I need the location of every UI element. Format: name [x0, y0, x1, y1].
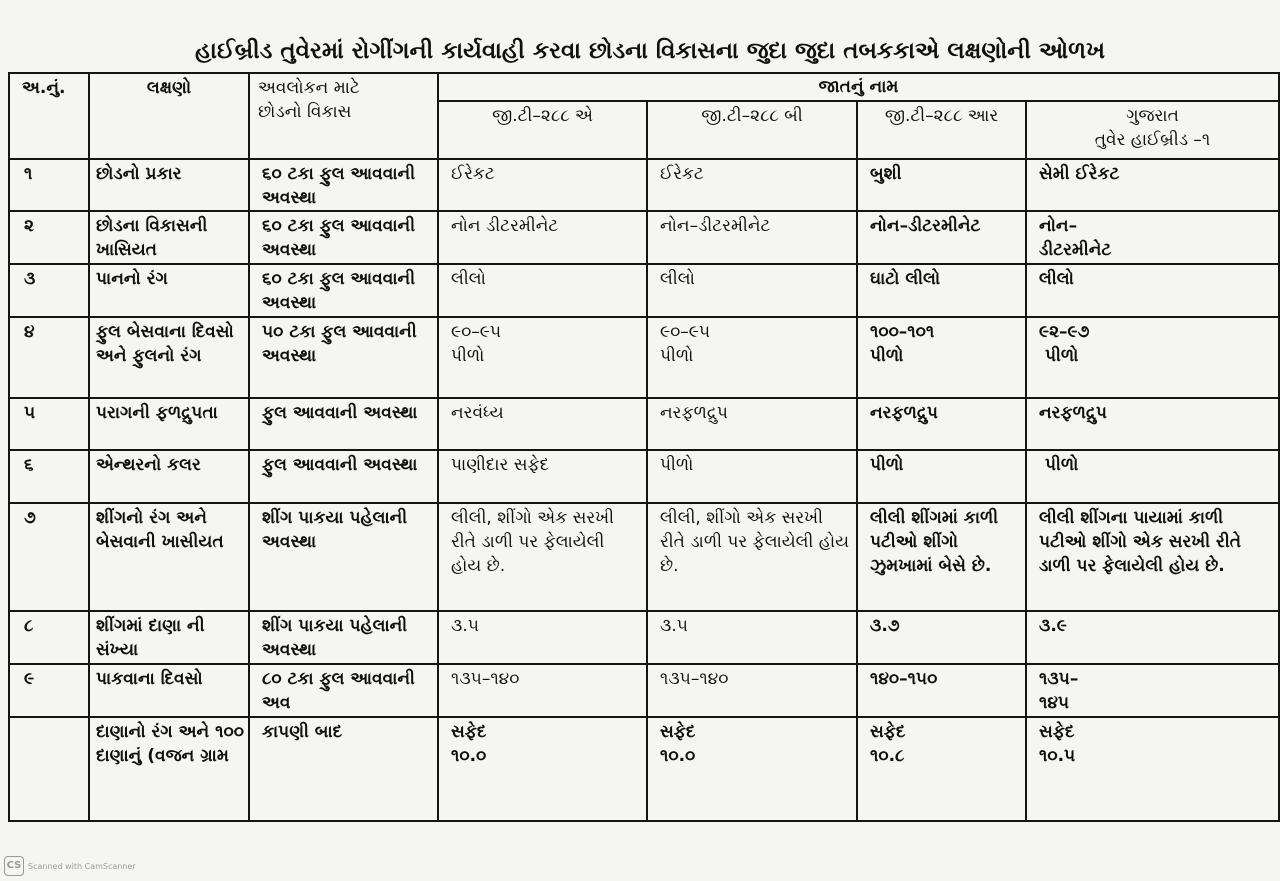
- variety-gth-cell: [1026, 611, 1279, 664]
- variety-gth-cell: [1026, 211, 1279, 264]
- variety-gth-value: નરફળદ્રુપ: [1039, 403, 1107, 423]
- variety-a-cell: [438, 159, 647, 211]
- variety-b-value: ૩.૫: [660, 616, 688, 636]
- variety-b-cell: [647, 611, 857, 664]
- variety-a-cell: [438, 611, 647, 664]
- variety-a-value: નરવંધ્ય: [451, 403, 504, 423]
- trait-name: પાકવાના દિવસો: [96, 669, 203, 689]
- flower-color: પીળો: [660, 346, 694, 366]
- trait-cell: [89, 398, 249, 450]
- stage-cell: [249, 398, 438, 450]
- variety-b-value: ૧૩૫–૧૪૦: [660, 669, 729, 689]
- variety-r-value: [858, 318, 1025, 397]
- trait-cell: [89, 211, 249, 264]
- variety-r-cell: [857, 717, 1026, 821]
- trait-name: છોડના વિકાસની ખાસિયત: [96, 216, 208, 260]
- variety-gth-value: ૧૩૫–૧૪૫: [1039, 669, 1079, 713]
- variety-b-header: જી.ટી–૨૮૮ બી: [701, 106, 803, 126]
- table-row: [9, 398, 1279, 450]
- serial-number: ૧: [24, 164, 33, 184]
- trait-name: દાણાનો રંગ અને ૧૦૦ દાણાનું (વજન ગ્રામ: [96, 722, 244, 766]
- variety-a-cell: [438, 211, 647, 264]
- variety-a-cell: [438, 264, 647, 317]
- serial-cell: [9, 717, 89, 821]
- serial-cell: [9, 664, 89, 717]
- table-row: [9, 664, 1279, 717]
- stage-cell: [249, 611, 438, 664]
- trait-name: છોડનો પ્રકાર: [96, 164, 182, 184]
- variety-a-cell: [438, 317, 647, 398]
- stage-cell: [249, 264, 438, 317]
- serial-header: અ.નું.: [22, 78, 66, 98]
- trait-header-cell: [89, 73, 249, 159]
- seed-color: સફેદ: [870, 722, 906, 742]
- variety-gth-cell: [1026, 317, 1279, 398]
- serial-cell: [9, 159, 89, 211]
- header-row-top: [9, 73, 1279, 101]
- flower-color: પીળો: [451, 346, 485, 366]
- variety-a-cell: [438, 664, 647, 717]
- variety-r-value: નોન–ડીટરમીનેટ: [870, 216, 981, 236]
- table-row: [9, 211, 1279, 264]
- table-row: [9, 317, 1279, 398]
- trait-cell: [89, 159, 249, 211]
- serial-cell: [9, 264, 89, 317]
- variety-r-value: [858, 718, 1025, 820]
- serial-cell: [9, 450, 89, 503]
- serial-cell: [9, 317, 89, 398]
- camscanner-logo: CS: [4, 856, 24, 876]
- stage-header-cell: [249, 73, 438, 159]
- table-row: [9, 264, 1279, 317]
- trait-identification-table: [8, 72, 1280, 822]
- variety-gth-value: લીલો: [1039, 269, 1074, 289]
- trait-name: શીંગનો રંગ અને બેસવાની ખાસીયત: [96, 508, 224, 552]
- variety-a-value: લીલી, શીંગો એક સરખી રીતે ડાળી પર ફેલાયેલી હોય છે.: [451, 508, 615, 576]
- variety-b-cell: [647, 264, 857, 317]
- seed-weight: ૧૦.૦: [660, 746, 696, 766]
- variety-r-cell: [857, 211, 1026, 264]
- variety-gth-header-cell: [1026, 101, 1279, 159]
- variety-b-value: [648, 318, 856, 397]
- variety-gth-cell: [1026, 450, 1279, 503]
- table-row: [9, 159, 1279, 211]
- variety-gth-value: ૩.૯: [1039, 616, 1067, 636]
- variety-b-value: નરફળદ્રુપ: [660, 403, 728, 423]
- serial-number: ૨: [24, 216, 34, 236]
- observation-stage: શીંગ પાકયા પહેલાની અવસ્થા: [262, 508, 408, 552]
- stage-cell: [249, 717, 438, 821]
- variety-r-cell: [857, 611, 1026, 664]
- variety-gth-cell: [1026, 503, 1279, 611]
- variety-gth-header: ગુજરાત તુવેર હાઈબ્રીડ –૧: [1094, 106, 1211, 150]
- variety-b-cell: [647, 503, 857, 611]
- variety-gth-cell: [1026, 664, 1279, 717]
- stage-header: અવલોકન માટે છોડનો વિકાસ: [258, 78, 360, 122]
- seed-weight: ૧૦.૫: [1039, 746, 1076, 766]
- seed-weight: ૧૦.૦: [451, 746, 487, 766]
- observation-stage: ૬૦ ટકા ફુલ આવવાની અવસ્થા: [262, 164, 416, 208]
- variety-b-cell: [647, 317, 857, 398]
- document-title: હાઈબ્રીડ તુવેરમાં રોગીંગની કાર્યવાહી કરવા છોડના વિકાસના જુદા જુદા તબકકાએ લક્ષણોની ઓળખ: [194, 38, 1106, 64]
- trait-cell: [89, 717, 249, 821]
- variety-gth-value: સેમી ઈરેકટ: [1039, 164, 1120, 184]
- trait-name: એન્થરનો કલર: [96, 455, 201, 475]
- variety-b-value: ઈરેકટ: [660, 164, 704, 184]
- variety-r-value: ૧૪૦–૧૫૦: [870, 669, 938, 689]
- variety-r-cell: [857, 503, 1026, 611]
- variety-b-cell: [647, 159, 857, 211]
- flower-color: પીળો: [1045, 346, 1079, 366]
- variety-r-value: નરફળદ્રુપ: [870, 403, 938, 423]
- observation-stage: ૮૦ ટકા ફુલ આવવાની અવ: [262, 669, 415, 713]
- variety-r-header-cell: [857, 101, 1026, 159]
- observation-stage: શીંગ પાકયા પહેલાની અવસ્થા: [262, 616, 408, 660]
- variety-r-cell: [857, 264, 1026, 317]
- watermark-text: Scanned with CamScanner: [28, 861, 136, 871]
- trait-cell: [89, 503, 249, 611]
- variety-gth-value: નોન–ડીટરમીનેટ: [1039, 216, 1112, 260]
- seed-color: સફેદ: [660, 722, 696, 742]
- variety-gth-cell: [1026, 159, 1279, 211]
- stage-cell: [249, 450, 438, 503]
- trait-header: લક્ષણો: [146, 78, 192, 98]
- variety-a-cell: [438, 717, 647, 821]
- variety-b-value: પીળો: [660, 455, 694, 475]
- table-row: [9, 503, 1279, 611]
- variety-a-cell: [438, 503, 647, 611]
- variety-a-value: પાણીદાર સફેદ: [451, 455, 550, 475]
- variety-group-header: જાતનું નામ: [818, 77, 899, 97]
- serial-number: ૪: [24, 322, 35, 342]
- table-header: [9, 73, 1279, 159]
- serial-number: ૯: [24, 669, 35, 689]
- trait-cell: [89, 664, 249, 717]
- variety-b-cell: [647, 398, 857, 450]
- variety-gth-cell: [1026, 717, 1279, 821]
- stage-cell: [249, 664, 438, 717]
- variety-r-cell: [857, 159, 1026, 211]
- stage-cell: [249, 317, 438, 398]
- variety-gth-value: [1027, 718, 1278, 820]
- flowering-days: ૧૦૦–૧૦૧: [870, 322, 935, 342]
- observation-stage: ૬૦ ટકા ફુલ આવવાની અવસ્થા: [262, 216, 416, 260]
- serial-number: ૮: [24, 616, 34, 636]
- serial-number: ૬: [24, 455, 34, 475]
- variety-a-cell: [438, 398, 647, 450]
- variety-r-value: ઘાટો લીલો: [870, 269, 941, 289]
- trait-cell: [89, 450, 249, 503]
- variety-a-value: નોન ડીટરમીનેટ: [451, 216, 559, 236]
- variety-b-value: [648, 718, 856, 820]
- variety-b-cell: [647, 717, 857, 821]
- variety-a-header-cell: [438, 101, 647, 159]
- variety-r-value: બુશી: [870, 164, 902, 184]
- table-body: [9, 159, 1279, 821]
- table-row: [9, 717, 1279, 821]
- serial-cell: [9, 398, 89, 450]
- serial-number: ૭: [24, 508, 36, 528]
- serial-cell: [9, 211, 89, 264]
- serial-cell: [9, 611, 89, 664]
- table-row: [9, 611, 1279, 664]
- variety-a-header: જી.ટી–૨૮૮ એ: [492, 106, 593, 126]
- serial-header-cell: [9, 73, 89, 159]
- stage-cell: [249, 159, 438, 211]
- seed-color: સફેદ: [451, 722, 487, 742]
- variety-a-value: ૧૩૫–૧૪૦: [451, 669, 520, 689]
- variety-b-header-cell: [647, 101, 857, 159]
- variety-a-value: [439, 718, 646, 820]
- stage-cell: [249, 211, 438, 264]
- seed-weight: ૧૦.૮: [870, 746, 905, 766]
- variety-r-value: ૩.૭: [870, 616, 900, 636]
- observation-stage: ફુલ આવવાની અવસ્થા: [262, 455, 418, 475]
- variety-r-cell: [857, 664, 1026, 717]
- serial-cell: [9, 503, 89, 611]
- variety-r-cell: [857, 317, 1026, 398]
- flower-color: પીળો: [870, 346, 904, 366]
- variety-a-value: [439, 318, 646, 397]
- variety-b-cell: [647, 211, 857, 264]
- variety-group-header-cell: [438, 73, 1279, 101]
- variety-gth-value: [1027, 318, 1278, 397]
- variety-r-cell: [857, 398, 1026, 450]
- variety-gth-cell: [1026, 398, 1279, 450]
- variety-a-value: લીલો: [451, 269, 486, 289]
- variety-gth-value: પીળો: [1045, 455, 1079, 475]
- observation-stage: ૬૦ ટકા ફુલ આવવાની અવસ્થા: [262, 269, 416, 313]
- seed-color: સફેદ: [1039, 722, 1075, 742]
- variety-r-cell: [857, 450, 1026, 503]
- variety-gth-cell: [1026, 264, 1279, 317]
- trait-cell: [89, 317, 249, 398]
- table-row: [9, 450, 1279, 503]
- trait-cell: [89, 264, 249, 317]
- trait-name: શીંગમાં દાણા ની સંખ્યા: [96, 616, 205, 660]
- trait-name: પરાગની ફળદ્રુપતા: [96, 403, 218, 423]
- flowering-days: ૯૦–૯૫: [451, 322, 502, 342]
- serial-number: ૫: [24, 403, 36, 423]
- observation-stage: ૫૦ ટકા ફુલ આવવાની અવસ્થા: [262, 322, 417, 366]
- variety-a-value: ૩.૫: [451, 616, 479, 636]
- variety-b-cell: [647, 450, 857, 503]
- observation-stage: કાપણી બાદ: [262, 722, 343, 742]
- trait-name: ફુલ બેસવાના દિવસો અને ફુલનો રંગ: [96, 322, 234, 366]
- variety-b-cell: [647, 664, 857, 717]
- trait-name: પાનનો રંગ: [96, 269, 168, 289]
- scanner-watermark: [4, 855, 136, 877]
- variety-b-value: લીલો: [660, 269, 695, 289]
- flowering-days: ૯૦–૯૫: [660, 322, 711, 342]
- variety-b-value: નોન–ડીટરમીનેટ: [660, 216, 771, 236]
- serial-number-empty: [10, 718, 88, 820]
- serial-number: ૩: [24, 269, 36, 289]
- variety-a-cell: [438, 450, 647, 503]
- flowering-days: ૯૨–૯૭: [1039, 322, 1090, 342]
- trait-cell: [89, 611, 249, 664]
- variety-r-header: જી.ટી–૨૮૮ આર: [884, 106, 999, 126]
- variety-r-value: પીળો: [870, 455, 904, 475]
- variety-a-value: ઈરેકટ: [451, 164, 495, 184]
- variety-r-value: લીલી શીંગમાં કાળી પટીઓ શીંગો ઝુમખામાં બેસે છે.: [870, 508, 999, 576]
- observation-stage: ફુલ આવવાની અવસ્થા: [262, 403, 418, 423]
- variety-gth-value: લીલી શીંગના પાયામાં કાળી પટીઓ શીંગો એક સરખી રીતે ડાળી પર ફેલાયેલી હોય છે.: [1039, 508, 1241, 576]
- stage-cell: [249, 503, 438, 611]
- variety-b-value: લીલી, શીંગો એક સરખી રીતે ડાળી પર ફેલાયેલી હોય છે.: [660, 508, 850, 576]
